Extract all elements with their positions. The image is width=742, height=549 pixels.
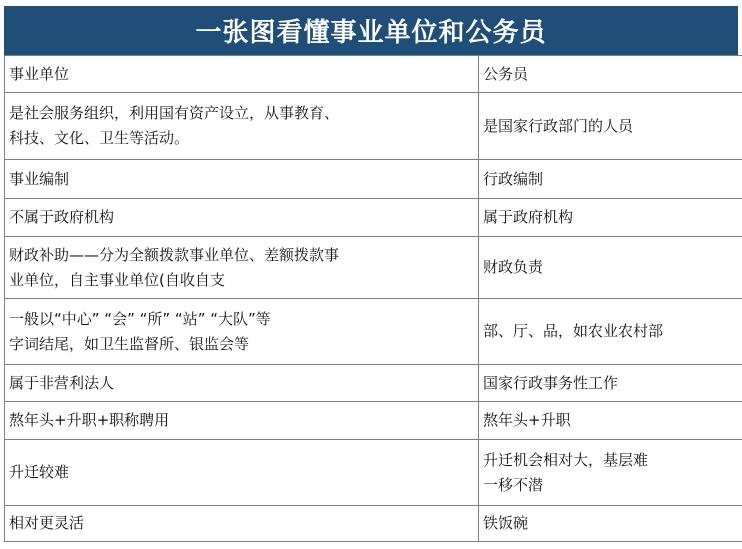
table-cell-right: 财政负责 [479,237,742,299]
table-cell-right: 公务员 [479,56,742,93]
table-cell-left: 事业单位 [5,56,479,93]
table-cell-left: 不属于政府机构 [5,199,479,237]
table-cell-right: 升迁机会相对大，基层难 一移不潜 [479,440,742,506]
table-row [5,237,742,299]
comparison-table [4,55,742,542]
table-row [5,199,742,237]
table-cell-right: 行政编制 [479,160,742,199]
table-cell-right: 部、厅、品，如农业农村部 [479,299,742,365]
table-cell-left: 升迁较难 [5,440,479,506]
table-cell-left: 财政补助——分为全额拨款事业单位、差额拨款事 业单位，自主事业单位(自收自支 [5,237,479,299]
table-cell-left: 是社会服务组织，利用国有资产设立，从事教育、 科技、文化、卫生等活动。 [5,93,479,160]
table-row [5,93,742,160]
table-cell-left: 熬年头+升职+职称聘用 [5,402,479,440]
table-cell-left: 一般以“中心” “会” “所” “站” “大队”等 字词结尾，如卫生监督所、银监会等 [5,299,479,365]
table-row [5,365,742,402]
table-row [5,160,742,199]
table-cell-right: 熬年头+升职 [479,402,742,440]
table-row [5,506,742,542]
table-row [5,402,742,440]
table-cell-left: 属于非营利法人 [5,365,479,402]
table-row [5,299,742,365]
table-cell-left: 事业编制 [5,160,479,199]
table-row [5,440,742,506]
table-cell-right: 是国家行政部门的人员 [479,93,742,160]
table-cell-right: 国家行政事务性工作 [479,365,742,402]
table-row [5,56,742,93]
page-title: 一张图看懂事业单位和公务员 [4,6,738,55]
table-cell-left: 相对更灵活 [5,506,479,542]
table-cell-right: 铁饭碗 [479,506,742,542]
comparison-infographic [4,6,738,542]
table-cell-right: 属于政府机构 [479,199,742,237]
